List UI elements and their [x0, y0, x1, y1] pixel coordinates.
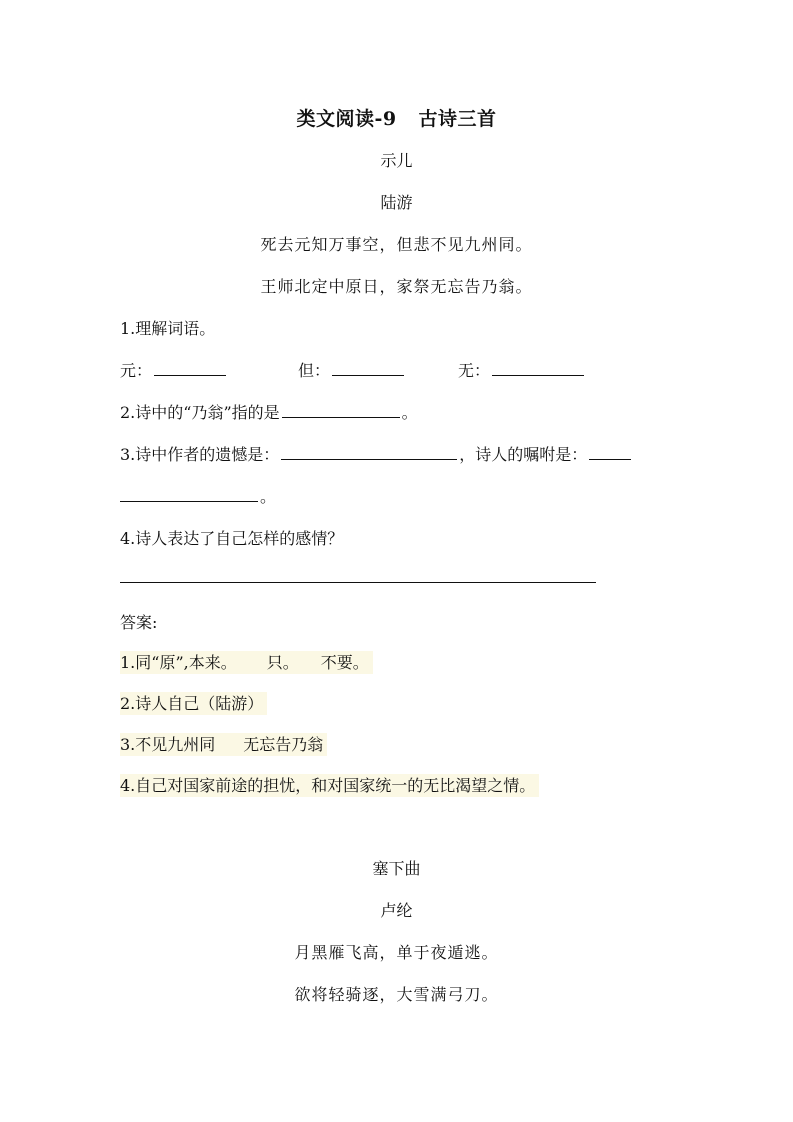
- q3-blank-instruction-end[interactable]: [120, 485, 258, 502]
- q1-blank-dan[interactable]: [332, 359, 404, 376]
- title-part1: 类文阅读-9: [296, 108, 397, 130]
- q1-term-wu-label: 无：: [458, 361, 491, 380]
- answer-1-part3: 不要。: [320, 653, 369, 672]
- poem1-title: 示儿: [380, 151, 413, 170]
- q3-blank-regret[interactable]: [281, 443, 457, 460]
- question-3-text: 3.诗中作者的遗憾是：: [120, 445, 280, 464]
- answer-3-part1: 3.不见九州同: [120, 735, 216, 754]
- title-part2: 古诗三首: [418, 108, 497, 130]
- answer-1: [120, 650, 373, 673]
- q1-term-wu: [458, 358, 586, 381]
- question-3: [120, 442, 633, 465]
- q1-term-yuan: [120, 358, 228, 381]
- page-title: [0, 104, 793, 131]
- q3-blank-instruction-start[interactable]: [589, 443, 631, 460]
- q1-term-dan-label: 但：: [298, 361, 331, 380]
- question-3-middle: ，诗人的嘱咐是：: [459, 445, 588, 464]
- answers-heading: 答案:: [120, 613, 158, 632]
- question-4: 4.诗人表达了自己怎样的感情？: [120, 529, 344, 548]
- answer-4-text: 4.自己对国家前途的担忧，和对国家统一的无比渴望之情。: [120, 774, 539, 797]
- question-3-end: 。: [260, 487, 277, 506]
- answer-2-text: 2.诗人自己（陆游）: [120, 692, 267, 715]
- q1-term-dan: [298, 358, 406, 381]
- question-2-text: 2.诗中的“乃翁”指的是: [120, 403, 280, 422]
- q2-blank[interactable]: [282, 401, 400, 418]
- poem2-line-1: 月黑雁飞高，单于夜遁逃。: [294, 943, 499, 962]
- answer-3-part2: 无忘告乃翁: [243, 735, 324, 754]
- answer-1-text: [120, 651, 373, 674]
- answer-3: [120, 732, 327, 755]
- answer-1-part2: 只。: [266, 653, 299, 672]
- poem2-title: 塞下曲: [372, 859, 421, 878]
- question-2-end: 。: [401, 403, 418, 422]
- poem2-line-2: 欲将轻骑逐，大雪满弓刀。: [294, 985, 499, 1004]
- q1-blank-yuan[interactable]: [154, 359, 226, 376]
- answer-1-part1: 1.同“原”,本来。: [120, 653, 237, 672]
- q1-term-yuan-label: 元：: [120, 361, 153, 380]
- answer-2: [120, 691, 267, 714]
- question-1: 1.理解词语。: [120, 319, 216, 338]
- q4-answer-line[interactable]: [120, 582, 596, 583]
- question-3-continued: [120, 484, 276, 507]
- poem2-author: 卢纶: [380, 901, 413, 920]
- poem1-line-1: 死去元知万事空，但悲不见九州同。: [260, 235, 533, 254]
- answer-4: [120, 773, 539, 796]
- answer-3-text: [120, 733, 327, 756]
- question-2: [120, 400, 418, 423]
- q1-blank-wu[interactable]: [492, 359, 584, 376]
- poem1-author: 陆游: [380, 193, 413, 212]
- poem1-line-2: 王师北定中原日，家祭无忘告乃翁。: [260, 277, 533, 296]
